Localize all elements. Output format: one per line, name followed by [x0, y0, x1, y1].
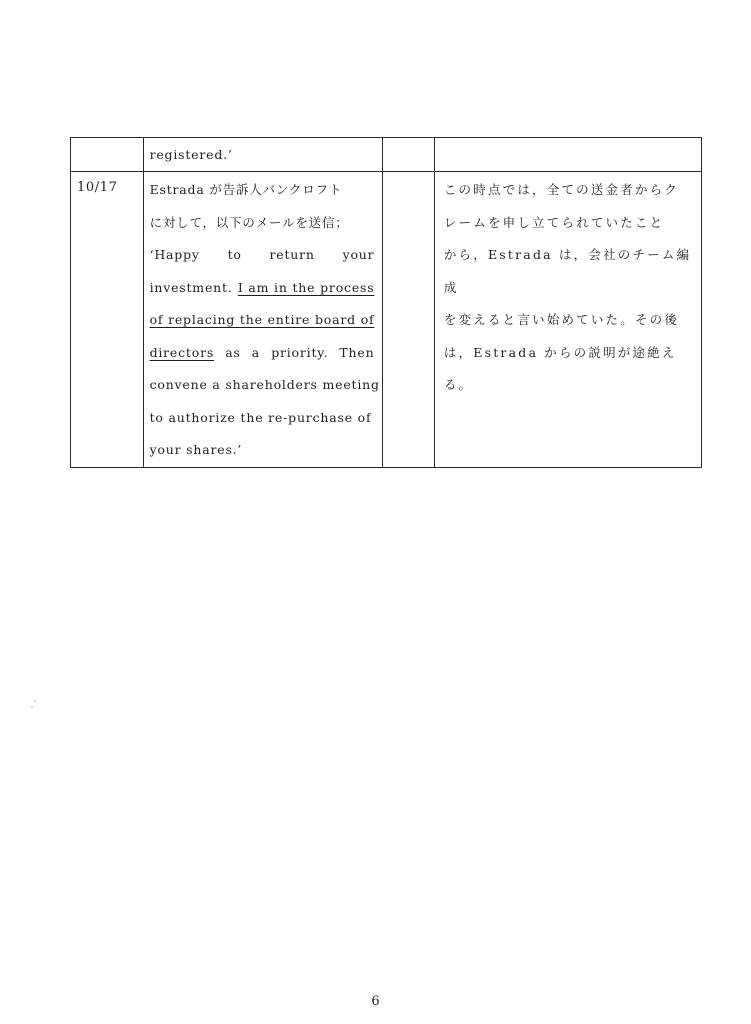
event-cell: [143, 172, 383, 468]
note-line: は，Estrada からの説明が途絶える。: [443, 344, 677, 392]
event-line: your shares.’: [149, 442, 243, 457]
note-cell: [434, 172, 701, 468]
middle-cell: [383, 172, 434, 468]
evidence-table: [70, 137, 702, 468]
note-text: [435, 172, 701, 402]
event-cell: [143, 138, 383, 172]
event-line: to authorize the re-purchase of: [149, 409, 372, 425]
middle-cell: [383, 138, 434, 172]
event-text: [144, 172, 383, 467]
date-cell: [71, 138, 144, 172]
scan-speck: [34, 700, 36, 702]
event-line: convene a shareholders meeting: [149, 377, 380, 392]
table-row: [71, 172, 702, 468]
note-line: を変えると言い始めていた。その後: [443, 312, 680, 327]
event-line: registered.’: [149, 147, 233, 162]
note-cell: [434, 138, 701, 172]
underlined-quote: I am in the process: [237, 279, 375, 295]
note-line: この時点では，全ての送金者からク: [443, 182, 680, 197]
date-cell: [71, 172, 144, 468]
event-line: directors as a priority. Then: [150, 337, 375, 370]
note-line: レームを申し立てられていたこと: [443, 214, 665, 230]
event-line: [150, 304, 375, 337]
event-line: ‘Happy to return your: [149, 247, 375, 262]
event-line: Estrada が告訴人バンクロフト: [149, 182, 343, 197]
note-line: から，Estrada は，会社のチーム編成: [443, 247, 692, 295]
underlined-quote: of replacing the entire board of: [149, 312, 375, 327]
scan-speck: [31, 706, 33, 708]
page-number: 6: [371, 994, 380, 1009]
date-text: 10/17: [77, 180, 118, 195]
event-line: に対して，以下のメールを送信；: [149, 214, 349, 230]
table-row: [71, 138, 702, 172]
event-line: investment. I am in the process: [150, 272, 375, 305]
underlined-quote: directors: [149, 344, 215, 360]
